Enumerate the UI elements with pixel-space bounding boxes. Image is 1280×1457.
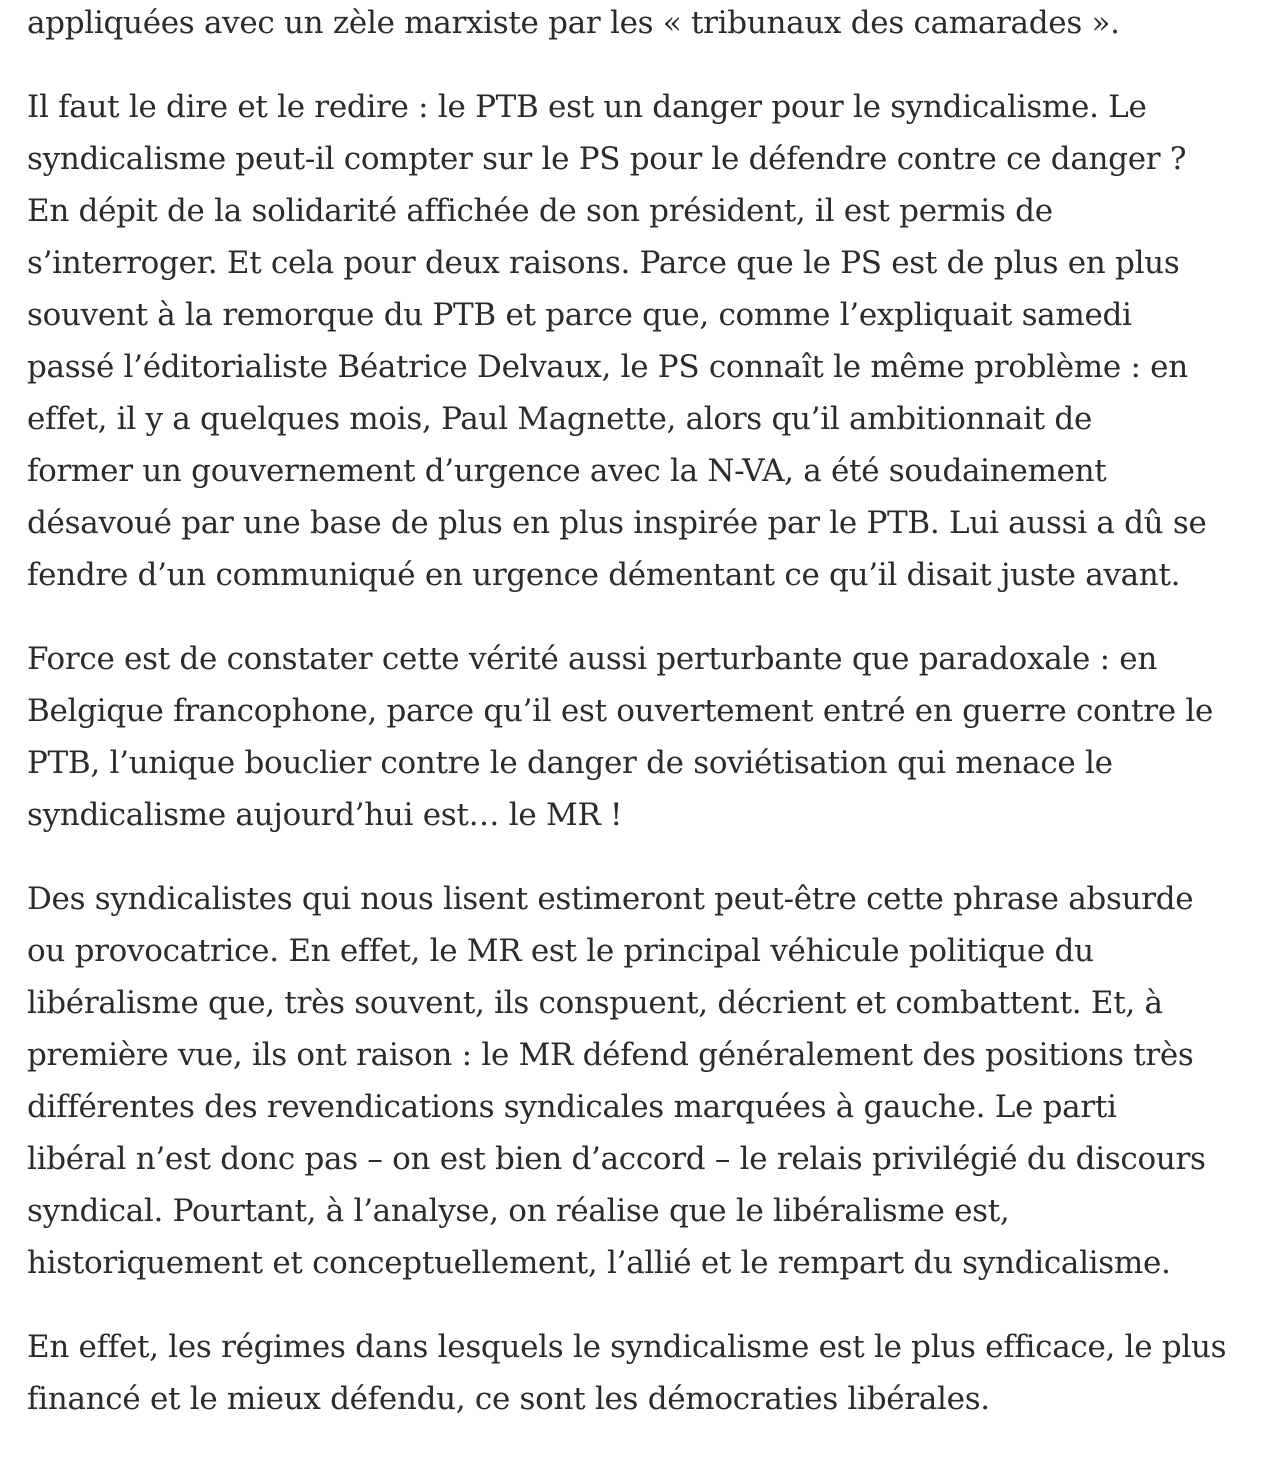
paragraph-line: PTB, l’unique bouclier contre le danger de soviétisation qui menace le <box>27 745 1113 781</box>
paragraph-line: libéral n’est donc pas – on est bien d’accord – le relais privilégié du discours <box>27 1141 1206 1177</box>
paragraph-line: syndicalisme peut-il compter sur le PS pour le défendre contre ce danger ? <box>27 141 1187 177</box>
article-paragraph <box>27 873 1247 1289</box>
paragraph-line: appliquées avec un zèle marxiste par les « tribunaux des camarades ». <box>27 5 1120 41</box>
paragraph-line: différentes des revendications syndicales marquées à gauche. Le parti <box>27 1089 1117 1125</box>
paragraph-line: historiquement et conceptuellement, l’allié et le rempart du syndicalisme. <box>27 1245 1171 1281</box>
article-paragraph <box>27 633 1247 841</box>
paragraph-line: syndicalisme aujourd’hui est… le MR ! <box>27 797 623 833</box>
paragraph-line: En effet, les régimes dans lesquels le syndicalisme est le plus efficace, le plus <box>27 1329 1227 1365</box>
paragraph-line: En dépit de la solidarité affichée de son président, il est permis de <box>27 193 1053 229</box>
paragraph-line: s’interroger. Et cela pour deux raisons. Parce que le PS est de plus en plus <box>27 245 1180 281</box>
paragraph-line: première vue, ils ont raison : le MR défend généralement des positions très <box>27 1037 1194 1073</box>
paragraph-line: fendre d’un communiqué en urgence démentant ce qu’il disait juste avant. <box>27 557 1181 593</box>
paragraph-line: ou provocatrice. En effet, le MR est le principal véhicule politique du <box>27 933 1094 969</box>
paragraph-line: Force est de constater cette vérité aussi perturbante que paradoxale : en <box>27 641 1158 677</box>
article-body <box>27 0 1247 1457</box>
paragraph-line: Belgique francophone, parce qu’il est ouvertement entré en guerre contre le <box>27 693 1213 729</box>
paragraph-line: souvent à la remorque du PTB et parce que, comme l’expliquait samedi <box>27 297 1132 333</box>
article-paragraph <box>27 1321 1247 1425</box>
paragraph-line: Il faut le dire et le redire : le PTB est un danger pour le syndicalisme. Le <box>27 89 1147 125</box>
article-paragraph <box>27 81 1247 601</box>
paragraph-line: effet, il y a quelques mois, Paul Magnette, alors qu’il ambitionnait de <box>27 401 1092 437</box>
paragraph-line: libéralisme que, très souvent, ils conspuent, décrient et combattent. Et, à <box>27 985 1163 1021</box>
paragraph-line: désavoué par une base de plus en plus inspirée par le PTB. Lui aussi a dû se <box>27 505 1207 541</box>
paragraph-line: former un gouvernement d’urgence avec la N-VA, a été soudainement <box>27 453 1107 489</box>
paragraph-line: syndical. Pourtant, à l’analyse, on réalise que le libéralisme est, <box>27 1193 1010 1229</box>
article-paragraph <box>27 0 1247 49</box>
paragraph-line: Des syndicalistes qui nous lisent estimeront peut-être cette phrase absurde <box>27 881 1194 917</box>
paragraph-line: financé et le mieux défendu, ce sont les démocraties libérales. <box>27 1381 990 1417</box>
paragraph-line: passé l’éditorialiste Béatrice Delvaux, le PS connaît le même problème : en <box>27 349 1188 385</box>
